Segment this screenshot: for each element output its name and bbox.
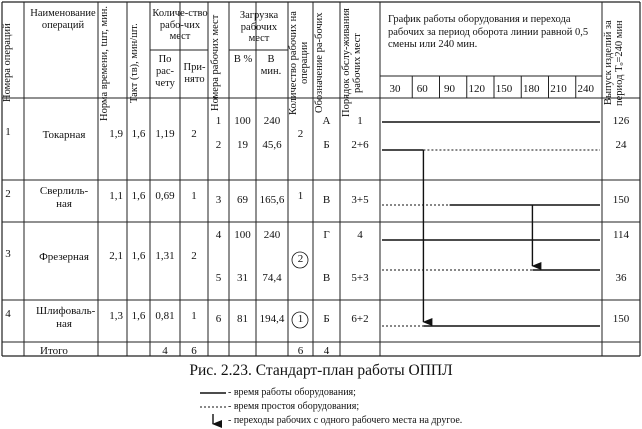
service-order: 4 [357,229,363,241]
load-percent: 31 [237,272,248,284]
output-value: 24 [615,139,627,151]
header-op-name [28,8,98,68]
totals-label: Итого [40,345,68,357]
load-minutes: 240 [263,115,281,127]
norm-time-value: 1,3 [109,310,123,322]
norm-time-value: 1,9 [109,128,123,140]
time-tick-label: 90 [444,83,455,95]
service-order: 5+3 [351,272,369,284]
workplace-number: 1 [215,115,222,127]
service-order: 2+6 [351,139,369,151]
header-workplaces-group: Количе-ство рабо-чих мест [152,8,208,43]
takt-value: 1,6 [131,190,146,202]
service-order: 1 [357,115,363,127]
service-order: 6+2 [351,313,369,325]
worker-designation: Б [323,313,330,325]
header-workers-count: Количество рабочих на операции [288,11,311,115]
operation-name: Фрезерная [39,251,89,263]
time-tick-label: 210 [550,83,567,95]
load-minutes: 74,4 [262,272,282,284]
header-by-calc: По рас-чету [155,54,175,90]
workers-count: 1 [297,190,304,202]
load-minutes: 194,4 [259,313,285,325]
workplace-number: 5 [215,272,222,284]
header-op-no: Номера операций [2,23,13,103]
header-load-group: Загрузка рабочих мест [239,10,279,45]
takt-value: 1,6 [131,128,146,140]
operation-number: 4 [5,308,11,320]
workplaces-by-calc: 1,19 [155,128,175,140]
totals-calc: 4 [162,345,168,357]
operation-number: 1 [5,126,11,138]
workplaces-by-calc: 1,31 [155,250,175,262]
load-minutes: 45,6 [262,139,282,151]
legend-work-label: - время работы оборудования; [228,387,356,398]
load-minutes: 240 [263,229,281,241]
workplaces-accepted: 1 [191,190,197,202]
worker-designation: В [322,194,331,206]
output-value: 150 [612,194,630,206]
output-value: 114 [612,229,630,241]
operation-number: 3 [5,248,11,260]
time-tick-label: 240 [577,83,594,95]
output-value: 150 [612,313,630,325]
header-schedule-title: График работы оборудования и перехода рабочих за период оборота линии равной 0,5 смены или 240 мин. [388,14,589,51]
header-norm-time: Норма времени, tшт, мин. [99,5,110,121]
service-order: 3+5 [351,194,369,206]
output-value: 36 [615,272,627,284]
load-percent: 100 [234,115,251,127]
operation-name: Токарная [42,129,86,141]
header-equipment-notation: Обозначение ра-бочих [314,12,325,114]
worker-designation: Б [323,139,330,151]
workplaces-accepted: 2 [191,128,197,140]
header-takt: Такт (τв), мин/шт. [129,23,140,103]
time-tick-label: 150 [495,83,513,95]
header-op-name-text: Наименование операций [30,8,96,32]
time-tick-label: 30 [389,83,401,95]
workplaces-accepted: 1 [191,310,197,322]
load-percent: 100 [234,229,251,241]
figure-caption: Рис. 2.23. Стандарт-план работы ОППЛ [189,362,453,379]
header-service-order: Порядок обслу-живания рабочих мест [341,8,364,118]
operation-number: 2 [5,188,11,200]
takt-value: 1,6 [131,250,146,262]
workplaces-by-calc: 0,69 [155,190,175,202]
workers-count: 1 [297,313,304,325]
legend-idle-label: - время простоя оборудования; [228,401,360,412]
worker-designation: В [322,272,331,284]
output-value: 126 [612,115,630,127]
header-workplace-no: Номера рабочих мест [210,14,221,112]
worker-designation: Г [323,229,330,241]
totals-equipment: 4 [323,345,330,357]
workplace-number: 2 [215,139,222,151]
workers-count: 2 [297,253,304,265]
operation-name: Сверлиль-ная [39,185,89,211]
time-tick-label: 120 [468,83,485,95]
load-percent: 19 [237,139,248,151]
norm-time-value: 1,1 [109,190,123,202]
operation-name: Шлифоваль-ная [36,305,96,331]
header-load-pct: В % [233,54,253,65]
worker-designation: А [322,115,331,127]
load-percent: 81 [237,313,248,325]
workplace-number: 3 [215,194,222,206]
time-tick-label: 180 [523,83,540,95]
workplace-number: 6 [215,313,222,325]
header-load-min: В мин. [260,54,282,78]
header-accepted: При-нято [183,62,206,86]
time-tick-label: 60 [416,83,428,95]
totals-workers: 6 [297,345,304,357]
workplace-number: 4 [215,229,222,241]
norm-time-value: 2,1 [109,250,123,262]
workplaces-accepted: 2 [191,250,197,262]
legend-move-label: - переходы рабочих с одного рабочего места на другое. [228,415,463,426]
totals-accepted: 6 [191,345,197,357]
workers-count: 2 [297,128,304,140]
workplaces-by-calc: 0,81 [155,310,175,322]
header-output: Выпуск изделий за период Tₒ=240 мин [603,20,626,106]
load-percent: 69 [237,194,248,206]
takt-value: 1,6 [131,310,146,322]
load-minutes: 165,6 [259,194,285,206]
